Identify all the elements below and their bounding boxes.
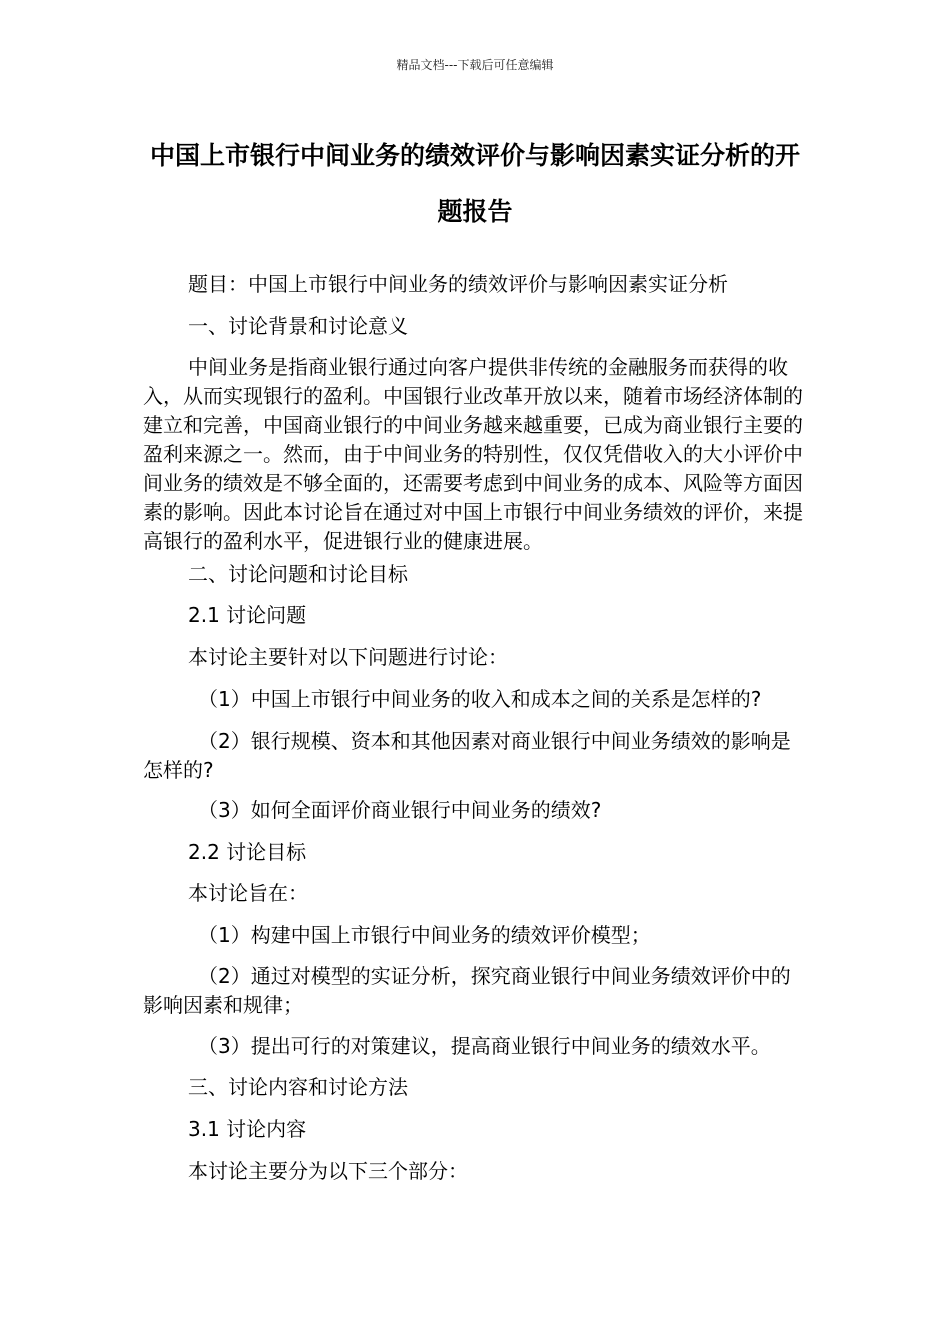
goal-item: （3）提出可行的对策建议，提高商业银行中间业务的绩效水平。 [198,1034,771,1058]
sub22-heading: 2.2 讨论目标 [188,840,307,864]
goal-item: （1）构建中国上市银行中间业务的绩效评价模型； [198,923,651,947]
section3-heading: 三、讨论内容和讨论方法 [188,1075,408,1099]
section1-body: 中间业务是指商业银行通过向客户提供非传统的金融服务而获得的收入，从而实现银行的盈利。中国银行业改革开放以来，随着市场经济体制的建立和完善，中国商业银行的中间业务越来越重要，已成为商业银行主要的盈利来源之一。然而，由于中间业务的特别性，仅仅凭借收入的大小评价中间业务的绩效是不够全面的，还需要考虑到中间业务的成本、风险等方面因素的影响。因此本讨论旨在通过对中国上市银行中间业务绩效的评价，来提高银行的盈利水平，促进银行业的健康进展。 [143,355,803,553]
question-item: （2）银行规模、资本和其他因素对商业银行中间业务绩效的影响是怎样的? [143,729,791,782]
goal-item: （2）通过对模型的实证分析，探究商业银行中间业务绩效评价中的影响因素和规律； [143,964,791,1017]
question-item: （3）如何全面评价商业银行中间业务的绩效? [198,798,602,822]
section2-heading: 二、讨论问题和讨论目标 [188,562,408,586]
sub31-heading: 3.1 讨论内容 [188,1117,307,1141]
page-header: 精品文档---下载后可任意编辑 [396,58,554,72]
topic-line: 题目：中国上市银行中间业务的绩效评价与影响因素实证分析 [188,272,728,296]
sub21-heading: 2.1 讨论问题 [188,603,307,627]
document-title: 中国上市银行中间业务的绩效评价与影响因素实证分析的开题报告 [149,141,800,226]
section1-heading: 一、讨论背景和讨论意义 [188,314,408,338]
sub22-intro: 本讨论旨在： [188,881,308,905]
sub21-intro: 本讨论主要针对以下问题进行讨论： [188,645,508,669]
question-item: （1）中国上市银行中间业务的收入和成本之间的关系是怎样的? [198,687,762,711]
sub31-intro: 本讨论主要分为以下三个部分： [188,1159,468,1183]
